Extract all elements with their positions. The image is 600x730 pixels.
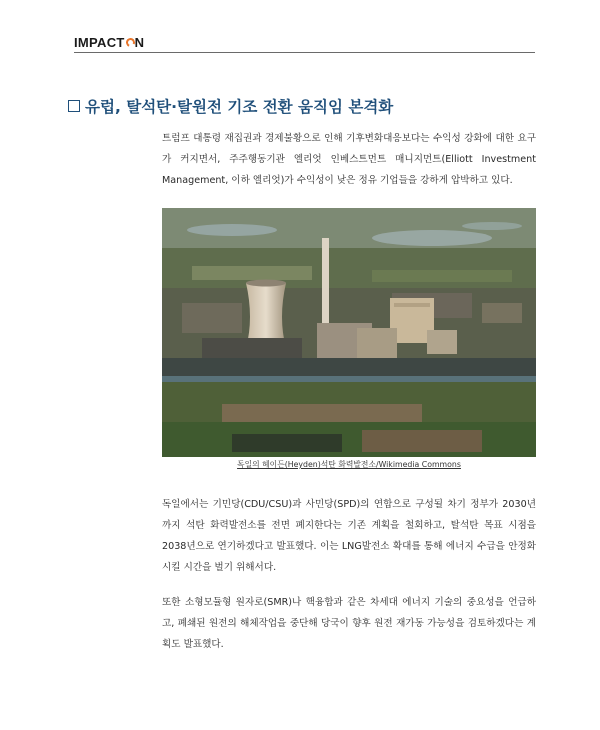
power-plant-photo	[162, 208, 536, 457]
paragraph-smr	[162, 592, 536, 655]
paragraph-text: 또한 소형모듈형 원자로(SMR)나 핵융합과 같은 차세대 에너지 기술의 중요성을 언급하고, 폐쇄된 원전의 해체작업을 중단해 당국이 향후 원전 재가동 가능성을 검토하겠다는 계획도 발표했다.	[162, 597, 536, 650]
impact-on-logo	[74, 34, 535, 50]
section-title-text: 유럽, 탈석탄·탈원전 기조 전환 움직임 본격화	[85, 98, 394, 116]
logo-text-right: N	[134, 34, 145, 50]
paragraph-intro	[162, 128, 536, 191]
header-divider	[74, 52, 535, 53]
photo-caption[interactable]: 독일의 헤이든(Heyden)석탄 화력발전소/Wikimedia Commons	[237, 460, 461, 469]
paragraph-text: 독일에서는 기민당(CDU/CSU)과 사민당(SPD)의 연합으로 구성될 차기 정부가 2030년까지 석탄 화력발전소를 전면 폐지한다는 기존 계획을 철회하고, 탈석탄 목표 시점을 2038년으로 연기하겠다고 발표했다. 이는 LNG발전소 확대를 통해 에너지 수급을 안정화시킬 시간을 벌기 위해서다.	[162, 499, 536, 573]
logo-text-left: IMPACT	[74, 34, 125, 50]
page-header	[74, 34, 535, 50]
paragraph-text: 트럼프 대통령 재집권과 경제불황으로 인해 기후변화대응보다는 수익성 강화에 대한 요구가 커지면서, 주주행동기관 엘리엇 인베스트먼트 매니지먼트(Elliott Investment Management, 이하 엘리엇)가 수익성이 낮은 정유 기업들을 강하게 압박하고 있다.	[162, 133, 536, 186]
section-heading	[68, 95, 393, 117]
checkbox-square-icon	[68, 100, 80, 112]
paragraph-germany	[162, 494, 536, 578]
